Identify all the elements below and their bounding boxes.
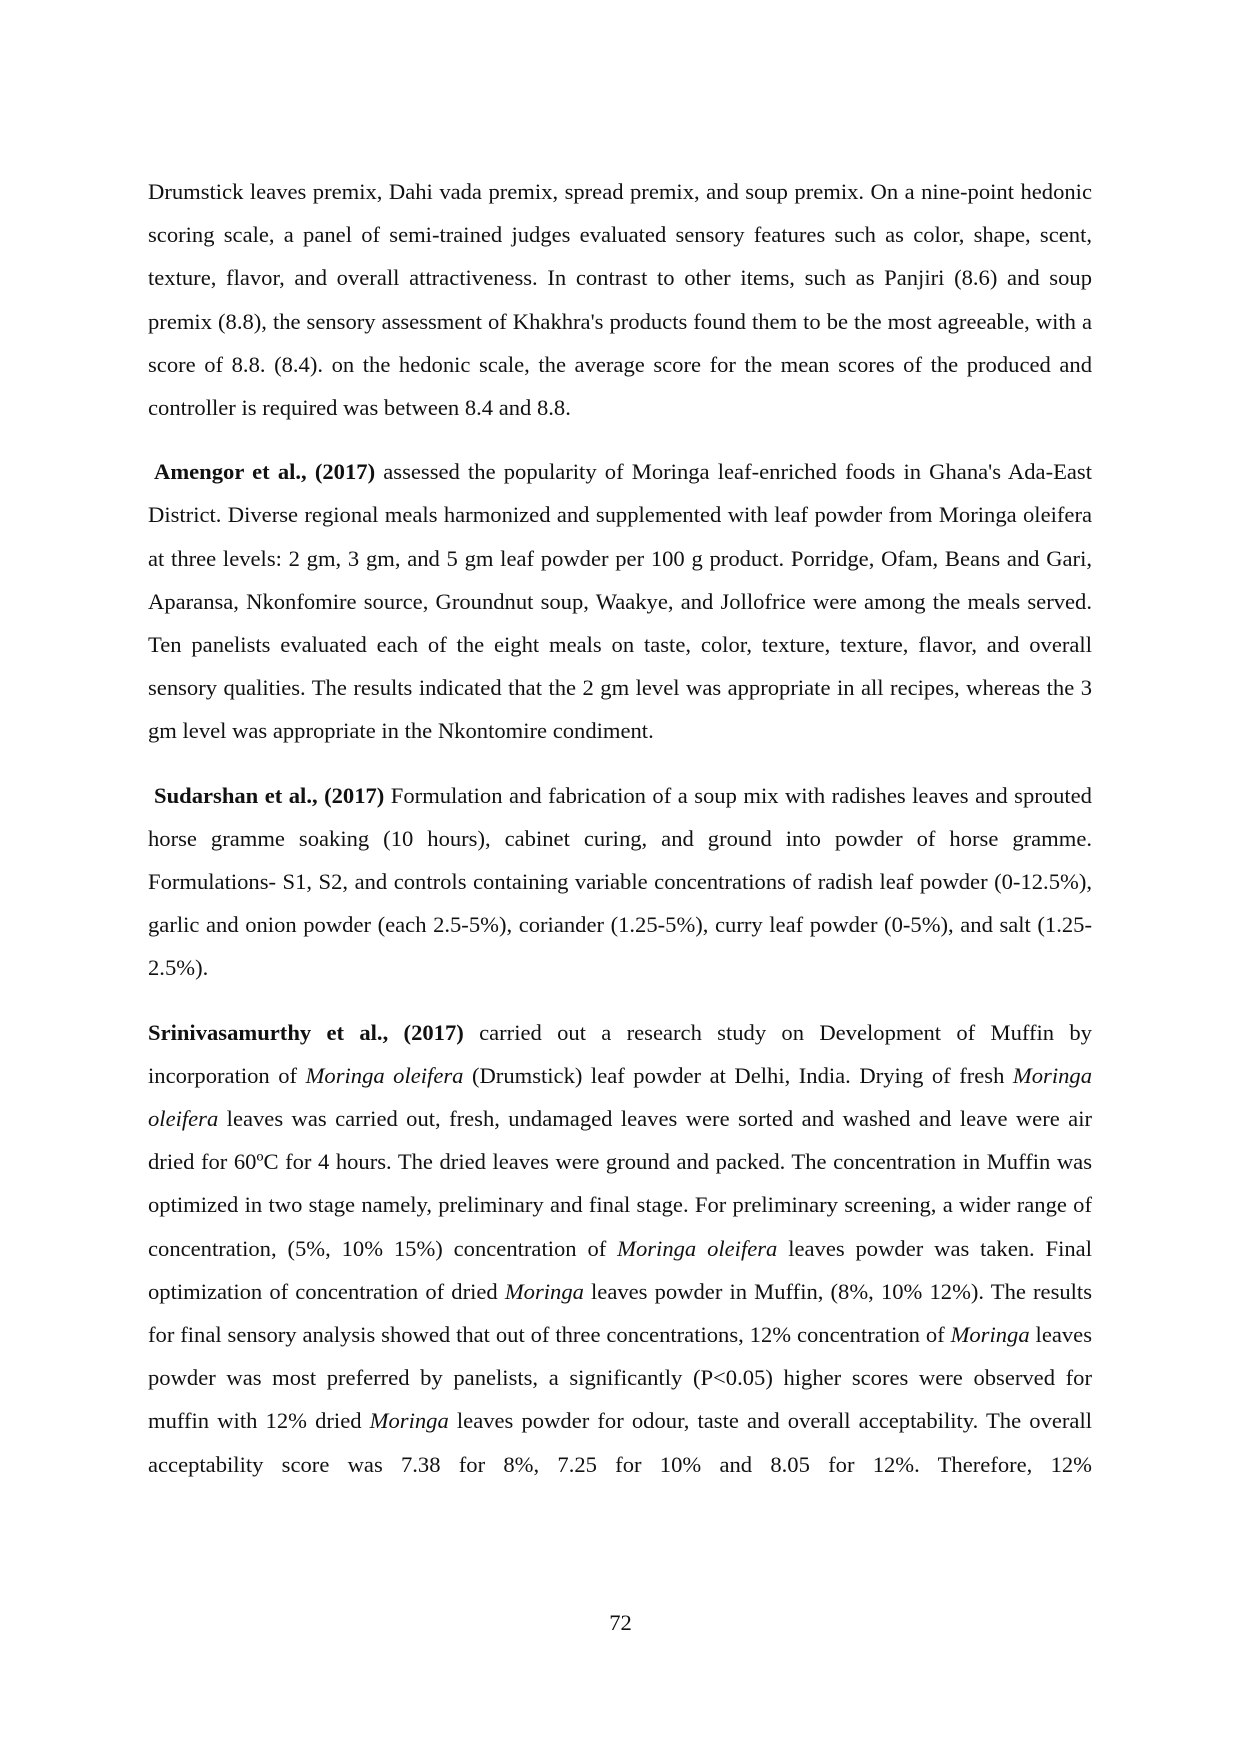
paragraph-3-text: Formulation and fabrication of a soup mix with radishes leaves and sprouted horse gramme soaking (10 hours), cabinet curing, and ground into powder of horse gramme. Formulations- S1, S2, and controls containing variable concentrations of radish leaf powder (0-12.5%), garlic and onion powder (each 2.5-5%), coriander (1.25-5%), curry leaf powder (0-5%), and salt (1.25-2.5%). [148, 782, 1092, 981]
paragraph-4-segment: leaves powder was most preferred by panelists, a significantly (P<0.05) higher scores were observed for muffin with 12% dried [148, 1322, 1092, 1434]
species-name: Moringa [950, 1322, 1030, 1348]
paragraph-2-text: assessed the popularity of Moringa leaf-enriched foods in Ghana's Ada-East District. Diverse regional meals harmonized and supplemented with leaf powder from Moringa oleifera at three levels: 2 gm, 3 gm, and 5 gm leaf powder per 100 g product. Porridge, Ofam, Beans and Gari, Aparansa, Nkonfomire source, Groundnut soup, Waakye, and Jollofrice were among the meals served. Ten panelists evaluated each of the eight meals on taste, color, texture, texture, flavor, and overall sensory qualities. The results indicated that the 2 gm level was appropriate in all recipes, whereas the 3 gm level was appropriate in the Nkontomire condiment. [148, 459, 1092, 744]
citation-srinivasamurthy: Srinivasamurthy et al., (2017) [148, 1019, 464, 1045]
paragraph-4-segment: leaves powder for odour, taste and overall acceptability. The overall acceptability score was 7.38 for 8%, 7.25 for 10% and 8.05 for 12%. Therefore, 12% [148, 1408, 1092, 1477]
paragraph-4-segment: leaves was carried out, fresh, undamaged leaves were sorted and washed and leave were air dried for 60ºC for 4 hours. The dried leaves were ground and packed. The concentration in Muffin was optimized in two stage namely, preliminary and final stage. For preliminary screening, a wider range of concentration, (5%, 10% 15%) concentration of [148, 1106, 1092, 1261]
paragraph-3 [148, 774, 1092, 990]
paragraph-2 [148, 450, 1092, 752]
citation-amengor: Amengor et al., (2017) [154, 459, 376, 485]
document-body [148, 170, 1092, 1486]
paragraph-1 [148, 170, 1092, 429]
paragraph-4-segment: (Drumstick) leaf powder at Delhi, India. Drying of fresh [463, 1062, 1013, 1088]
species-name: Moringa oleifera [148, 1062, 1092, 1132]
page-number: 72 [609, 1610, 632, 1635]
species-name: Moringa oleifera [617, 1235, 778, 1261]
species-name: Moringa oleifera [305, 1062, 464, 1088]
species-name: Moringa [504, 1278, 584, 1304]
species-name: Moringa [369, 1408, 449, 1434]
paragraph-4 [148, 1011, 1092, 1486]
paragraph-4-segment: leaves powder in Muffin, (8%, 10% 12%). The results for final sensory analysis showed that out of three concentrations, 12% concentration of [148, 1278, 1093, 1348]
paragraph-4-segment: leaves powder was taken. Final optimization of concentration of dried [148, 1235, 1092, 1304]
paragraph-1-text: Drumstick leaves premix, Dahi vada premix, spread premix, and soup premix. On a nine-point hedonic scoring scale, a panel of semi-trained judges evaluated sensory features such as color, shape, scent, texture, flavor, and overall attractiveness. In contrast to other items, such as Panjiri (8.6) and soup premix (8.8), the sensory assessment of Khakhra's products found them to be the most agreeable, with a score of 8.8. (8.4). on the hedonic scale, the average score for the mean scores of the produced and controller is required was between 8.4 and 8.8. [148, 179, 1092, 421]
paragraph-4-segment: carried out a research study on Development of Muffin by incorporation of [148, 1019, 1092, 1088]
citation-sudarshan: Sudarshan et al., (2017) [154, 782, 385, 808]
